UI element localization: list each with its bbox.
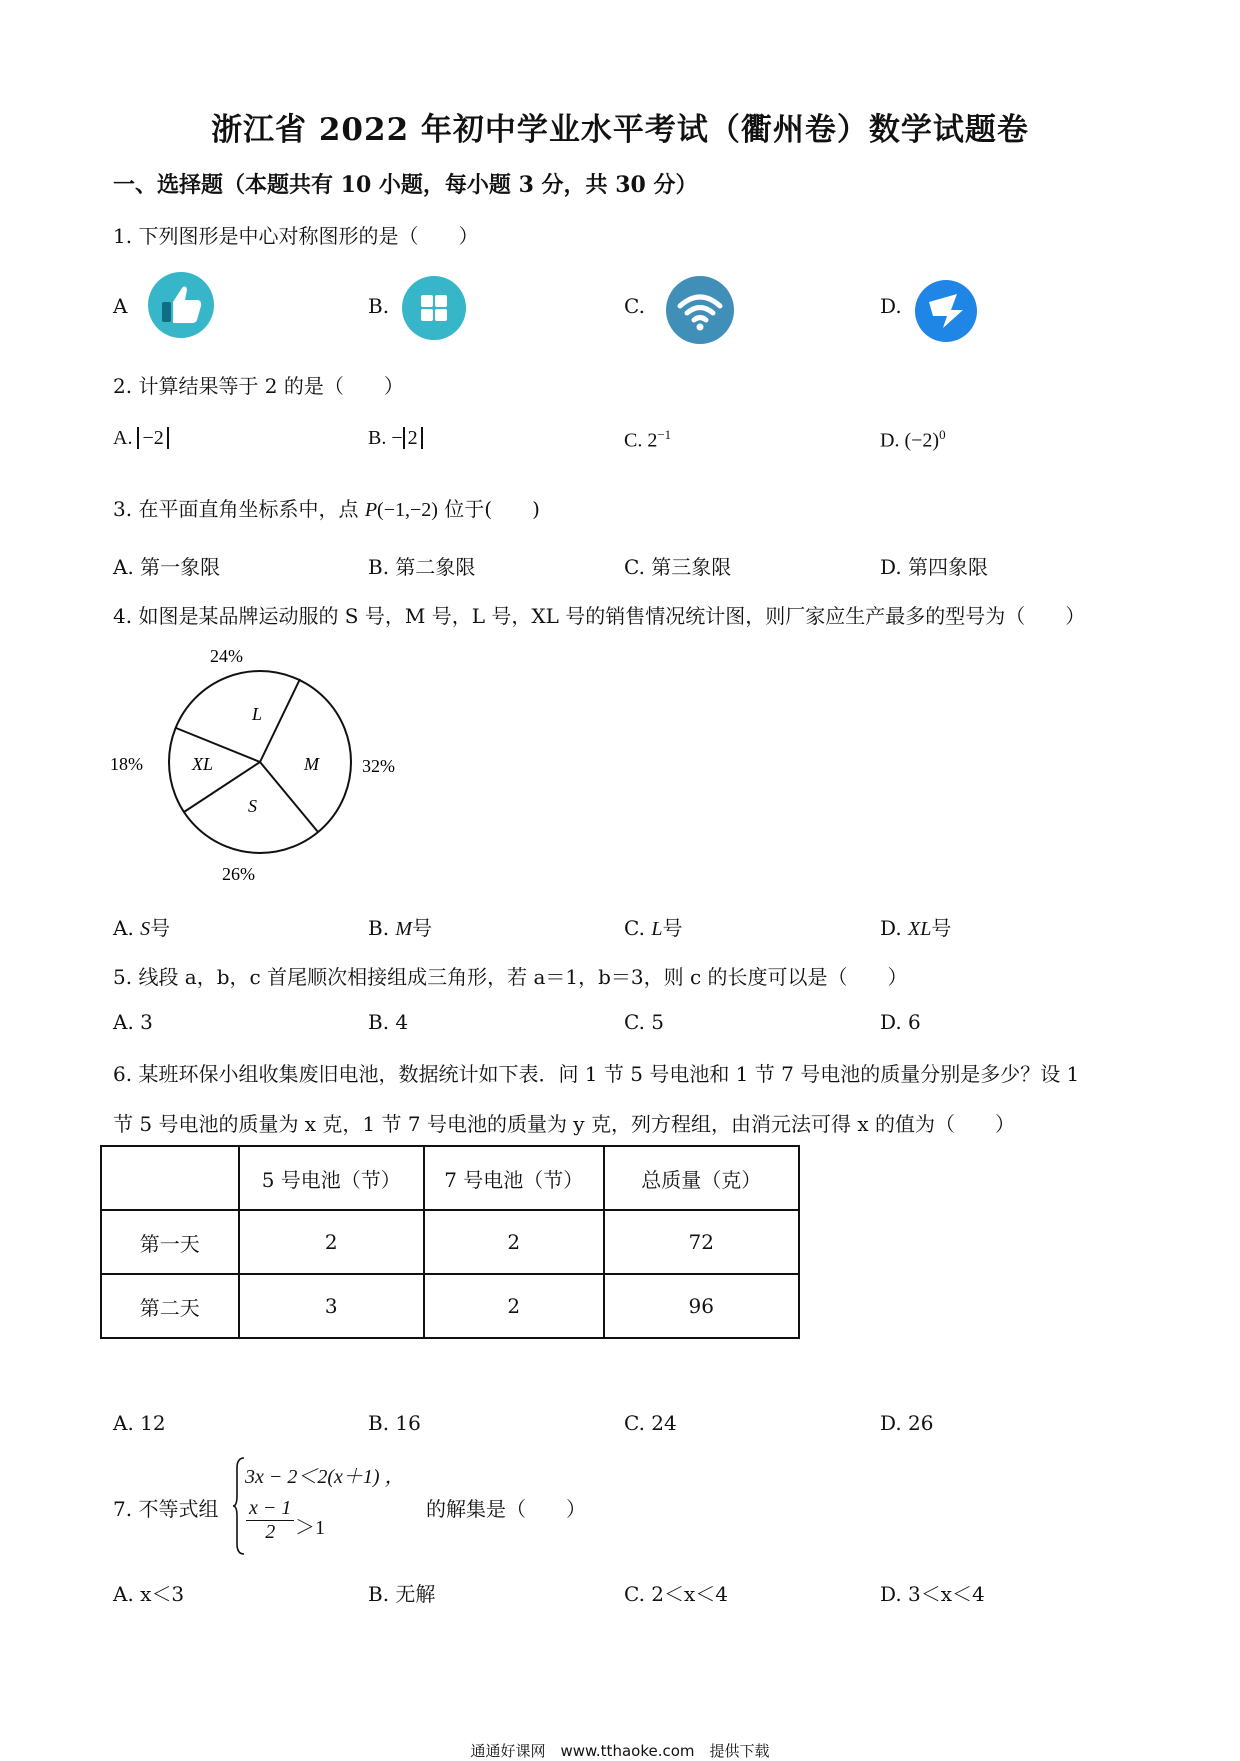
pie-pct-m: 32% — [362, 756, 395, 776]
wifi-icon — [666, 276, 734, 344]
option-label: B. — [368, 916, 396, 940]
option-size: M — [395, 918, 413, 940]
battery-table — [100, 1145, 800, 1339]
option-label: B. — [368, 427, 387, 449]
table-cell: 72 — [604, 1210, 799, 1274]
power-exponent: 0 — [939, 427, 946, 442]
pie-label-m: M — [304, 754, 319, 774]
table-row — [101, 1274, 799, 1338]
option-size: L — [651, 918, 663, 940]
pie-label-s: S — [248, 796, 257, 816]
pie-chart — [110, 640, 430, 890]
q7-option-d: D. 3＜x＜4 — [880, 1582, 985, 1606]
q2-option-b — [368, 427, 423, 450]
inequality-2-relation: ＞1 — [295, 1517, 325, 1539]
q4-option-d — [880, 912, 951, 941]
question-4-stem: 4. 如图是某品牌运动服的 S 号，M 号，L 号，XL 号的销售情况统计图，则厂家应生产最多的型号为（ ） — [113, 604, 1086, 628]
q1-option-c-label: C. — [624, 294, 645, 318]
table-header-cell: 7 号电池（节） — [424, 1146, 604, 1210]
option-label: D. — [880, 429, 900, 452]
stem-text: 3. 在平面直角坐标系中，点 — [113, 497, 359, 521]
power-base: 2 — [647, 429, 658, 452]
question-6-stem-line1: 6. 某班环保小组收集废旧电池，数据统计如下表．问 1 节 5 号电池和 1 节 7 号电池的质量分别是多少？设 1 — [113, 1062, 1080, 1086]
power-base: (−2) — [904, 429, 940, 452]
q6-option-b: B. 16 — [368, 1411, 421, 1435]
pie-pct-s: 26% — [222, 864, 255, 884]
q6-option-a: A. 12 — [113, 1411, 166, 1435]
inequality-2-fraction — [246, 1497, 294, 1544]
q1-option-d-label: D. — [880, 294, 902, 318]
stem-text: 位于( ) — [444, 497, 540, 521]
pie-divider-l-m — [260, 679, 300, 762]
q5-option-a: A. 3 — [113, 1010, 153, 1034]
q2-option-d — [880, 427, 946, 453]
q6-option-c: C. 24 — [624, 1411, 677, 1435]
thumbs-up-icon — [148, 272, 214, 338]
fraction-numerator: x − 1 — [246, 1497, 294, 1521]
power-exponent: −1 — [657, 427, 672, 442]
option-label: C. — [624, 916, 652, 940]
q5-option-c: C. 5 — [624, 1010, 665, 1034]
table-cell: 2 — [424, 1210, 604, 1274]
question-2-stem: 2. 计算结果等于 2 的是（ ） — [113, 374, 404, 398]
fraction-denominator: 2 — [265, 1521, 276, 1543]
q7-option-c: C. 2＜x＜4 — [624, 1582, 729, 1606]
bird-icon — [915, 280, 977, 342]
q1-option-b-label: B. — [368, 294, 390, 318]
table-cell: 2 — [239, 1210, 424, 1274]
option-suffix: 号 — [150, 916, 171, 940]
grid-icon — [402, 276, 466, 340]
system-brace — [232, 1456, 246, 1556]
minus-sign: − — [391, 427, 403, 449]
question-1-stem: 1. 下列图形是中心对称图形的是（ ） — [113, 224, 479, 248]
q3-option-a: A. 第一象限 — [113, 555, 221, 579]
question-5-stem: 5. 线段 a，b，c 首尾顺次相接组成三角形，若 a＝1，b＝3，则 c 的长度可以是（ ） — [113, 965, 908, 989]
table-header-cell: 5 号电池（节） — [239, 1146, 424, 1210]
q3-option-c: C. 第三象限 — [624, 555, 732, 579]
option-label: C. — [624, 429, 643, 452]
q2-option-a — [113, 427, 169, 450]
table-cell: 第一天 — [101, 1210, 239, 1274]
q5-option-b: B. 4 — [368, 1010, 409, 1034]
footer-credit: 通通好课网 www.tthaoke.com 提供下载 — [470, 1742, 770, 1760]
option-suffix: 号 — [931, 916, 952, 940]
q5-option-d: D. 6 — [880, 1010, 921, 1034]
table-row — [101, 1210, 799, 1274]
pie-label-xl: XL — [192, 754, 214, 774]
q6-option-d: D. 26 — [880, 1411, 934, 1435]
question-7-stem: 7. 不等式组 — [113, 1497, 219, 1521]
q4-option-c — [624, 912, 682, 941]
q1-option-a-label: A — [113, 294, 128, 318]
q2-option-c — [624, 427, 671, 453]
option-size: S — [140, 918, 151, 940]
table-cell: 3 — [239, 1274, 424, 1338]
q3-option-b: B. 第二象限 — [368, 555, 476, 579]
table-cell: 96 — [604, 1274, 799, 1338]
option-suffix: 号 — [662, 916, 683, 940]
pie-pct-l: 24% — [210, 646, 243, 666]
absolute-value: −2 — [137, 427, 168, 449]
pie-pct-xl: 18% — [110, 754, 143, 774]
q4-option-b — [368, 912, 432, 941]
point-coords: (−1,−2) — [377, 499, 438, 521]
option-size: XL — [908, 918, 932, 940]
page-title: 浙江省 2022 年初中学业水平考试（衢州卷）数学试题卷 — [211, 112, 1029, 148]
table-cell: 第二天 — [101, 1274, 239, 1338]
inequality-1: 3x − 2＜2(x＋1) ， — [245, 1466, 405, 1488]
q3-option-d: D. 第四象限 — [880, 555, 989, 579]
option-label: D. — [880, 916, 909, 940]
question-6-stem-line2: 节 5 号电池的质量为 x 克，1 节 7 号电池的质量为 y 克，列方程组，由消元法可得 x 的值为（ ） — [113, 1112, 1015, 1136]
q7-option-a: A. x＜3 — [113, 1582, 185, 1606]
option-suffix: 号 — [412, 916, 433, 940]
absolute-value: 2 — [403, 427, 423, 449]
table-header-row — [101, 1146, 799, 1210]
option-label: A. — [113, 916, 141, 940]
section-heading: 一、选择题（本题共有 10 小题，每小题 3 分，共 30 分） — [113, 172, 698, 198]
point-name: P — [364, 499, 378, 521]
table-header-cell: 总质量（克） — [604, 1146, 799, 1210]
pie-divider-xl-l — [176, 728, 260, 762]
pie-label-l: L — [252, 704, 263, 724]
table-header-cell — [101, 1146, 239, 1210]
question-3-stem — [113, 493, 540, 522]
question-7-stem-post: 的解集是（ ） — [426, 1497, 586, 1521]
q7-option-b: B. 无解 — [368, 1582, 436, 1606]
option-label: A. — [113, 427, 133, 449]
q4-option-a — [113, 912, 170, 941]
table-cell: 2 — [424, 1274, 604, 1338]
